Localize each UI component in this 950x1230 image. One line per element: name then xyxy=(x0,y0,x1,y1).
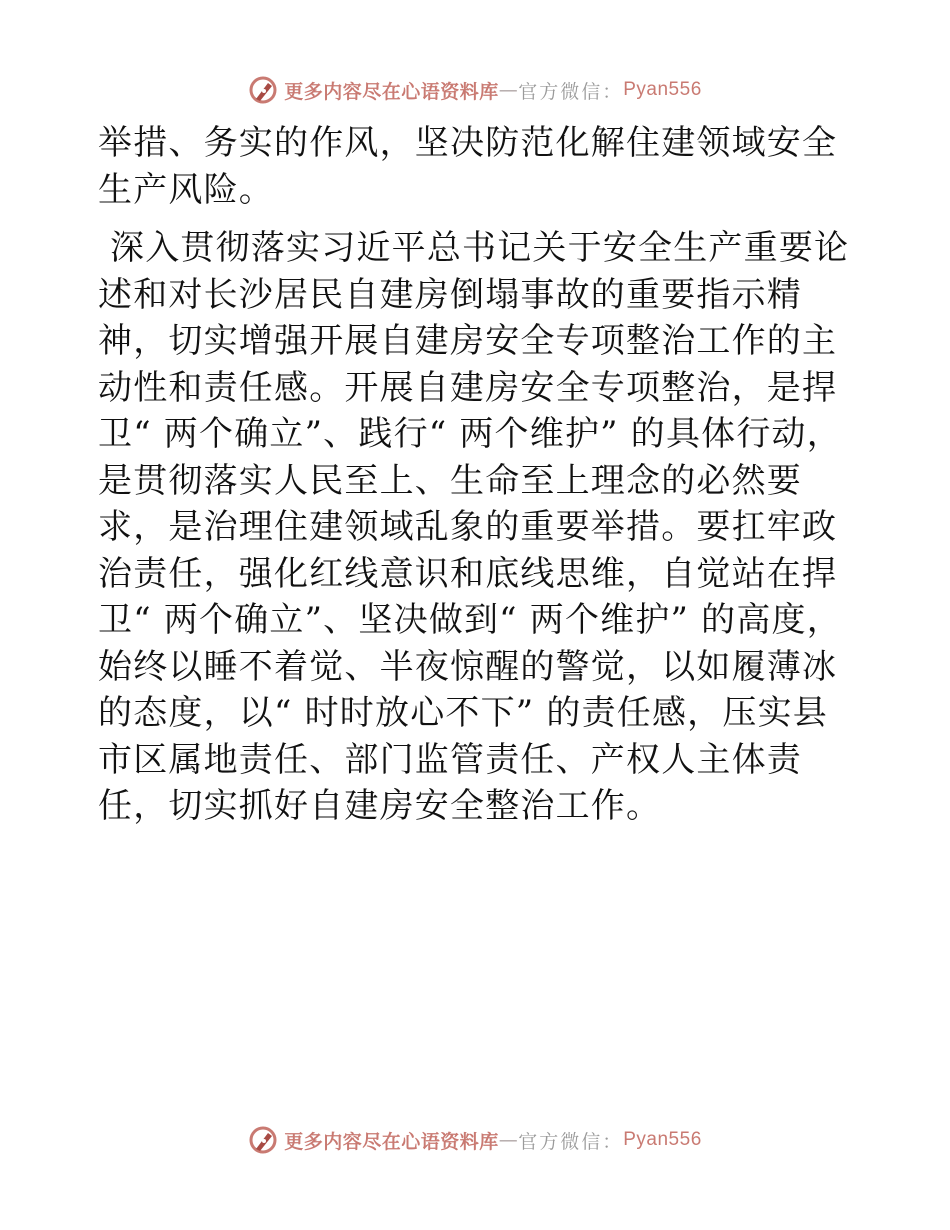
banner-separator: — xyxy=(498,79,519,101)
banner-wechat-id: Pyan556 xyxy=(623,1129,702,1150)
pen-nib-circle-logo-icon xyxy=(248,1125,278,1155)
pen-nib-circle-logo-icon xyxy=(248,75,278,105)
document-body xyxy=(98,120,850,830)
header-watermark-banner xyxy=(0,70,950,110)
banner-brand-text: 更多内容尽在心语资料库 xyxy=(284,80,499,103)
banner-wechat-label: 官方微信： xyxy=(518,80,624,103)
body-paragraph-1: 举措、务实的作风，坚决防范化解住建领域安全生产风险。 xyxy=(98,123,838,210)
body-paragraph-2: 深入贯彻落实习近平总书记关于安全生产重要论述和对长沙居民自建房倒塌事故的重要指示精神，切实增强开展自建房安全专项整治工作的主动性和责任感。开展自建房安全专项整治，是捍卫“ 两个确立”、践行“ 两个维护” 的具体行动，是贯彻落实人民至上、生命至上理念的必然要求，是治理住建领域乱象的重要举措。要扛牢政治责任，强化红线意识和底线思维，自觉站在捍卫“ 两个确立”、坚决做到“ 两个维护” 的高度，始终以睡不着觉、半夜惊醒的警觉，以如履薄冰的态度，以“ 时时放心不下” 的责任感，压实县市区属地责任、部门监管责任、产权人主体责任，切实抓好自建房安全整治工作。 xyxy=(98,228,850,826)
footer-watermark-banner xyxy=(0,1120,950,1160)
banner-wechat-id: Pyan556 xyxy=(623,79,702,100)
banner-brand-text: 更多内容尽在心语资料库 xyxy=(284,1130,499,1153)
banner-separator: — xyxy=(498,1129,519,1151)
banner-wechat-label: 官方微信： xyxy=(518,1130,624,1153)
